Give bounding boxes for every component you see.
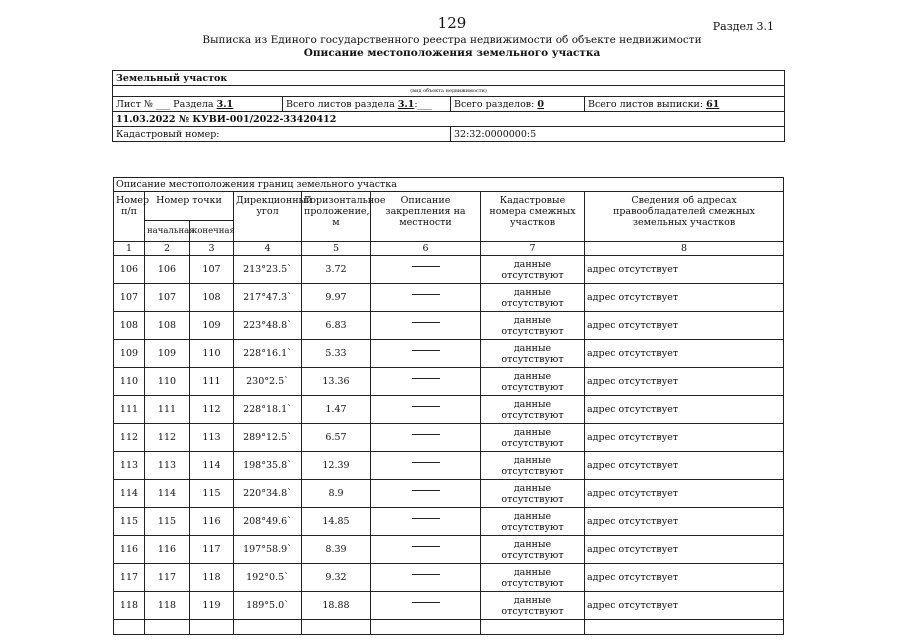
horizontal-length: 18.88 bbox=[302, 592, 371, 620]
empty-cell bbox=[234, 620, 302, 635]
header-length: Горизонтальное проложение, м bbox=[302, 192, 371, 242]
fixing-description bbox=[371, 284, 481, 312]
adjacent-cadastral: данные отсутствуют bbox=[481, 508, 585, 536]
empty-cell bbox=[114, 620, 145, 635]
dash-line bbox=[412, 546, 440, 547]
column-number: 3 bbox=[190, 242, 234, 256]
direction-angle: 289°12.5` bbox=[234, 424, 302, 452]
horizontal-length: 9.32 bbox=[302, 564, 371, 592]
table-row bbox=[114, 340, 784, 368]
table-row bbox=[114, 480, 784, 508]
empty-cell bbox=[145, 620, 190, 635]
start-point: 116 bbox=[145, 536, 190, 564]
horizontal-length: 5.33 bbox=[302, 340, 371, 368]
end-point: 109 bbox=[190, 312, 234, 340]
dash-line bbox=[412, 518, 440, 519]
row-number: 110 bbox=[114, 368, 145, 396]
owner-address: адрес отсутствует bbox=[585, 312, 784, 340]
owner-address: адрес отсутствует bbox=[585, 256, 784, 284]
horizontal-length: 6.57 bbox=[302, 424, 371, 452]
dash-line bbox=[412, 266, 440, 267]
owner-address: адрес отсутствует bbox=[585, 340, 784, 368]
column-number: 8 bbox=[585, 242, 784, 256]
row-number: 111 bbox=[114, 396, 145, 424]
sheets-in-section: Всего листов раздела 3.1:___ bbox=[283, 97, 451, 112]
boundary-table bbox=[113, 177, 784, 635]
adjacent-cadastral: данные отсутствуют bbox=[481, 452, 585, 480]
start-point: 107 bbox=[145, 284, 190, 312]
adjacent-cadastral: данные отсутствуют bbox=[481, 424, 585, 452]
header-end-point: конечная bbox=[190, 221, 234, 242]
start-point: 118 bbox=[145, 592, 190, 620]
fixing-description bbox=[371, 480, 481, 508]
row-number: 115 bbox=[114, 508, 145, 536]
owner-address: адрес отсутствует bbox=[585, 508, 784, 536]
header-start-point: начальная bbox=[145, 221, 190, 242]
object-type: Земельный участок bbox=[113, 71, 785, 86]
start-point: 114 bbox=[145, 480, 190, 508]
end-point: 115 bbox=[190, 480, 234, 508]
end-point: 119 bbox=[190, 592, 234, 620]
table-row-partial bbox=[114, 620, 784, 635]
horizontal-length: 9.97 bbox=[302, 284, 371, 312]
end-point: 110 bbox=[190, 340, 234, 368]
extract-date-number: 11.03.2022 № КУВИ-001/2022-33420412 bbox=[113, 112, 785, 127]
sheet-info: Лист № ___ Раздела 3.1 bbox=[113, 97, 283, 112]
row-number: 117 bbox=[114, 564, 145, 592]
sections-total: Всего разделов: 0 bbox=[451, 97, 585, 112]
table-row bbox=[114, 592, 784, 620]
direction-angle: 220°34.8` bbox=[234, 480, 302, 508]
owner-address: адрес отсутствует bbox=[585, 480, 784, 508]
table-row bbox=[114, 536, 784, 564]
start-point: 111 bbox=[145, 396, 190, 424]
sheets-total: Всего листов выписки: 61 bbox=[585, 97, 785, 112]
column-number: 5 bbox=[302, 242, 371, 256]
fixing-description bbox=[371, 452, 481, 480]
start-point: 109 bbox=[145, 340, 190, 368]
table-row bbox=[114, 284, 784, 312]
page-number: 129 bbox=[437, 14, 467, 32]
object-type-caption: (вид объекта недвижимости) bbox=[113, 86, 785, 97]
fixing-description bbox=[371, 424, 481, 452]
row-number: 113 bbox=[114, 452, 145, 480]
direction-angle: 208°49.6` bbox=[234, 508, 302, 536]
empty-cell bbox=[481, 620, 585, 635]
owner-address: адрес отсутствует bbox=[585, 396, 784, 424]
adjacent-cadastral: данные отсутствуют bbox=[481, 396, 585, 424]
start-point: 115 bbox=[145, 508, 190, 536]
start-point: 117 bbox=[145, 564, 190, 592]
dash-line bbox=[412, 462, 440, 463]
row-number: 112 bbox=[114, 424, 145, 452]
owner-address: адрес отсутствует bbox=[585, 284, 784, 312]
direction-angle: 217°47.3` bbox=[234, 284, 302, 312]
header-angle: Дирекционный угол bbox=[234, 192, 302, 242]
adjacent-cadastral: данные отсутствуют bbox=[481, 368, 585, 396]
table-row bbox=[114, 564, 784, 592]
fixing-description bbox=[371, 592, 481, 620]
table-row bbox=[114, 368, 784, 396]
table-row bbox=[114, 424, 784, 452]
dash-line bbox=[412, 294, 440, 295]
row-number: 108 bbox=[114, 312, 145, 340]
horizontal-length: 1.47 bbox=[302, 396, 371, 424]
horizontal-length: 14.85 bbox=[302, 508, 371, 536]
fixing-description bbox=[371, 368, 481, 396]
dash-line bbox=[412, 574, 440, 575]
adjacent-cadastral: данные отсутствуют bbox=[481, 312, 585, 340]
row-number: 107 bbox=[114, 284, 145, 312]
column-number: 1 bbox=[114, 242, 145, 256]
dash-line bbox=[412, 602, 440, 603]
horizontal-length: 3.72 bbox=[302, 256, 371, 284]
owner-address: адрес отсутствует bbox=[585, 452, 784, 480]
fixing-description bbox=[371, 256, 481, 284]
cadastral-number: 32:32:0000000:5 bbox=[451, 127, 785, 142]
header-table bbox=[112, 70, 785, 142]
end-point: 118 bbox=[190, 564, 234, 592]
empty-cell bbox=[190, 620, 234, 635]
column-number: 6 bbox=[371, 242, 481, 256]
fixing-description bbox=[371, 340, 481, 368]
dash-line bbox=[412, 350, 440, 351]
end-point: 114 bbox=[190, 452, 234, 480]
end-point: 112 bbox=[190, 396, 234, 424]
direction-angle: 213°23.5` bbox=[234, 256, 302, 284]
direction-angle: 230°2.5` bbox=[234, 368, 302, 396]
adjacent-cadastral: данные отсутствуют bbox=[481, 340, 585, 368]
owner-address: адрес отсутствует bbox=[585, 368, 784, 396]
fixing-description bbox=[371, 312, 481, 340]
fixing-description bbox=[371, 564, 481, 592]
fixing-description bbox=[371, 396, 481, 424]
start-point: 110 bbox=[145, 368, 190, 396]
owner-address: адрес отсутствует bbox=[585, 592, 784, 620]
header-adjacent: Кадастровые номера смежных участков bbox=[481, 192, 585, 242]
row-number: 106 bbox=[114, 256, 145, 284]
end-point: 113 bbox=[190, 424, 234, 452]
horizontal-length: 8.9 bbox=[302, 480, 371, 508]
adjacent-cadastral: данные отсутствуют bbox=[481, 536, 585, 564]
table-row bbox=[114, 396, 784, 424]
row-number: 118 bbox=[114, 592, 145, 620]
empty-cell bbox=[302, 620, 371, 635]
column-numbers-row bbox=[114, 242, 784, 256]
start-point: 108 bbox=[145, 312, 190, 340]
start-point: 106 bbox=[145, 256, 190, 284]
end-point: 111 bbox=[190, 368, 234, 396]
direction-angle: 228°18.1` bbox=[234, 396, 302, 424]
direction-angle: 197°58.9` bbox=[234, 536, 302, 564]
end-point: 108 bbox=[190, 284, 234, 312]
owner-address: адрес отсутствует bbox=[585, 536, 784, 564]
dash-line bbox=[412, 434, 440, 435]
row-number: 109 bbox=[114, 340, 145, 368]
table-row bbox=[114, 508, 784, 536]
direction-angle: 228°16.1` bbox=[234, 340, 302, 368]
adjacent-cadastral: данные отсутствуют bbox=[481, 564, 585, 592]
column-number: 7 bbox=[481, 242, 585, 256]
table-caption: Описание местоположения границ земельного участка bbox=[114, 178, 784, 192]
adjacent-cadastral: данные отсутствуют bbox=[481, 284, 585, 312]
adjacent-cadastral: данные отсутствуют bbox=[481, 480, 585, 508]
end-point: 117 bbox=[190, 536, 234, 564]
end-point: 116 bbox=[190, 508, 234, 536]
horizontal-length: 8.39 bbox=[302, 536, 371, 564]
column-number: 2 bbox=[145, 242, 190, 256]
section-label: Раздел 3.1 bbox=[712, 20, 774, 33]
dash-line bbox=[412, 490, 440, 491]
dash-line bbox=[412, 406, 440, 407]
direction-angle: 189°5.0` bbox=[234, 592, 302, 620]
start-point: 113 bbox=[145, 452, 190, 480]
dash-line bbox=[412, 378, 440, 379]
header-number: Номер п/п bbox=[114, 192, 145, 242]
cadastral-label: Кадастровый номер: bbox=[113, 127, 451, 142]
empty-cell bbox=[585, 620, 784, 635]
empty-cell bbox=[371, 620, 481, 635]
direction-angle: 192°0.5` bbox=[234, 564, 302, 592]
document-title: Выписка из Единого государственного реестра недвижимости об объекте недвижимости bbox=[202, 34, 702, 46]
owner-address: адрес отсутствует bbox=[585, 564, 784, 592]
column-number: 4 bbox=[234, 242, 302, 256]
horizontal-length: 6.83 bbox=[302, 312, 371, 340]
header-fixing: Описание закрепления на местности bbox=[371, 192, 481, 242]
table-row bbox=[114, 452, 784, 480]
end-point: 107 bbox=[190, 256, 234, 284]
direction-angle: 223°48.8` bbox=[234, 312, 302, 340]
adjacent-cadastral: данные отсутствуют bbox=[481, 592, 585, 620]
table-row bbox=[114, 256, 784, 284]
header-points: Номер точки bbox=[145, 192, 234, 221]
horizontal-length: 12.39 bbox=[302, 452, 371, 480]
direction-angle: 198°35.8` bbox=[234, 452, 302, 480]
horizontal-length: 13.36 bbox=[302, 368, 371, 396]
document-subtitle: Описание местоположения земельного участка bbox=[303, 47, 601, 59]
table-row bbox=[114, 312, 784, 340]
start-point: 112 bbox=[145, 424, 190, 452]
owner-address: адрес отсутствует bbox=[585, 424, 784, 452]
fixing-description bbox=[371, 508, 481, 536]
header-owners: Сведения об адресах правообладателей смежных земельных участков bbox=[585, 192, 784, 242]
fixing-description bbox=[371, 536, 481, 564]
adjacent-cadastral: данные отсутствуют bbox=[481, 256, 585, 284]
row-number: 114 bbox=[114, 480, 145, 508]
dash-line bbox=[412, 322, 440, 323]
row-number: 116 bbox=[114, 536, 145, 564]
